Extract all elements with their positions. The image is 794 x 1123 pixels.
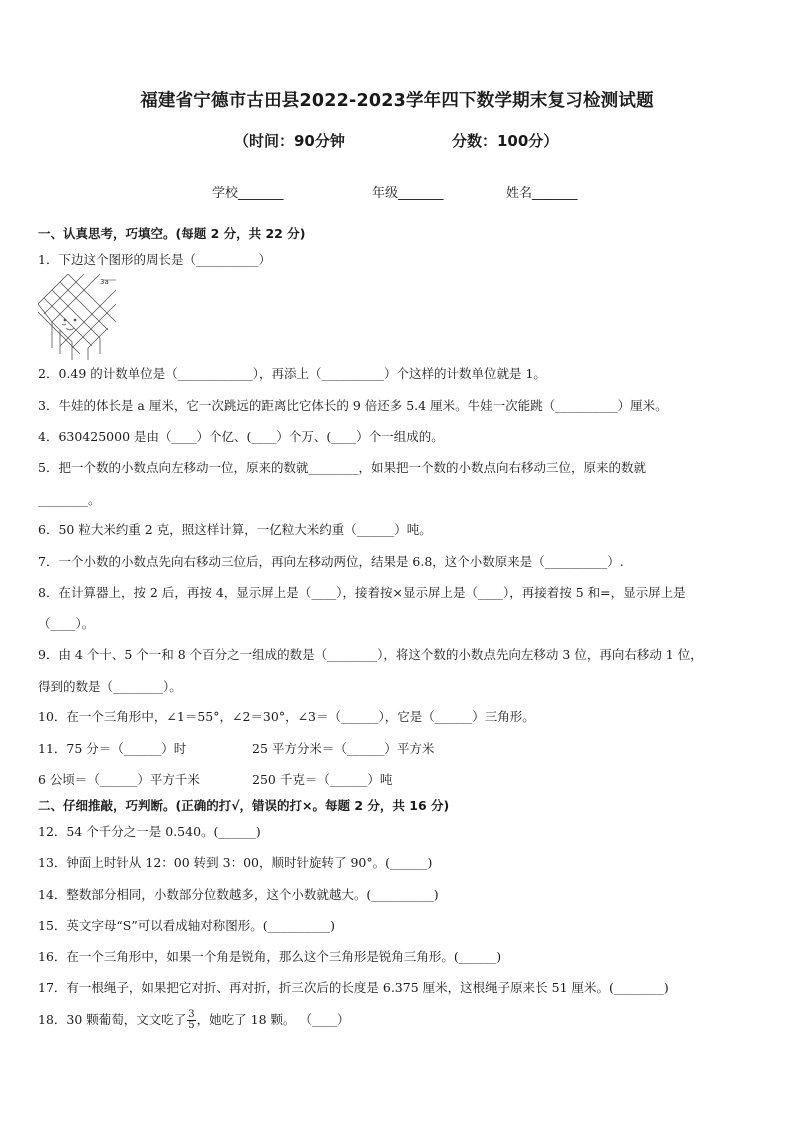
question-2: 2．0.49 的计数单位是（____________），再添上（__________）个这样的计数单位就是 1。 (38, 366, 546, 381)
grade-field: 年级_______ (372, 186, 444, 201)
question-8-line-1: 8．在计算器上，按 2 后，再按 4，显示屏上是（____），接着按×显示屏上是（____），再接着按 5 和=，显示屏上是 (38, 585, 686, 600)
figure-label: 3a (100, 278, 109, 286)
question-11-a: 11．75 分＝（______）时 (38, 741, 187, 756)
question-15: 15．英文字母“S”可以看成轴对称图形。(__________) (38, 918, 336, 933)
question-14: 14．整数部分相同，小数部分位数越多，这个小数就越大。(__________) (38, 887, 439, 902)
question-9-line-1: 9．由 4 个十、5 个一和 8 个百分之一组成的数是（________），将这个数的小数点先向左移动 3 位，再向右移动 1 位， (38, 647, 703, 662)
question-8-line-2: （____）。 (38, 616, 95, 631)
question-18 (38, 1010, 350, 1031)
question-11-c: 6 公顷＝（______）平方千米 (38, 772, 200, 787)
page-title: 福建省宁德市古田县2022-2023学年四下数学期末复习检测试题 (140, 91, 654, 111)
fraction-numerator: 3 (188, 1009, 195, 1020)
school-field: 学校_______ (212, 186, 284, 201)
fraction (187, 1010, 195, 1031)
section-1-heading: 一、认真思考，巧填空。(每题 2 分，共 22 分) (38, 226, 306, 241)
question-5-line-1: 5．把一个数的小数点向左移动一位，原来的数就________，如果把一个数的小数点向右移动三位，原来的数就 (38, 460, 646, 475)
exam-time: （时间：90分钟 (234, 132, 345, 150)
question-4: 4．630425000 是由（____）个亿、(____）个万、(____）个一组成的。 (38, 429, 444, 444)
question-6: 6．50 粒大米约重 2 克，照这样计算，一亿粒大米约重（______）吨。 (38, 522, 432, 537)
question-11-b: 25 平方分米＝（______）平方米 (252, 741, 435, 756)
section-2-heading: 二、仔细推敲，巧判断。(正确的打√，错误的打×。每题 2 分，共 16 分) (38, 798, 450, 813)
fraction-denominator: 5 (188, 1020, 195, 1031)
question-18-suffix: ，她吃了 18 颗。 （____） (196, 1012, 350, 1027)
question-10: 10．在一个三角形中，∠1＝55°，∠2＝30°，∠3＝（______），它是（______）三角形。 (38, 709, 535, 724)
question-13: 13．钟面上时针从 12：00 转到 3：00，顺时针旋转了 90°。(______) (38, 855, 433, 870)
question-5-line-2: ________。 (38, 492, 101, 507)
question-7: 7．一个小数的小数点先向右移动三位后，再向左移动两位，结果是 6.8，这个小数原来是（__________）. (38, 554, 624, 569)
question-12: 12．54 个千分之一是 0.540。(______) (38, 824, 261, 839)
question-16: 16．在一个三角形中，如果一个角是锐角，那么这个三角形是锐角三角形。(______) (38, 949, 502, 964)
question-3: 3．牛娃的体长是 a 厘米，它一次跳远的距离比它体长的 9 倍还多 5.4 厘米。牛娃一次能跳（__________）厘米。 (38, 398, 668, 413)
question-17: 17．有一根绳子，如果把它对折、再对折，折三次后的长度是 6.375 厘米，这根绳子原来长 51 厘米。(________) (38, 980, 669, 995)
exam-score: 分数：100分） (452, 132, 559, 150)
diamond-grid-figure (38, 274, 118, 360)
name-field: 姓名_______ (506, 186, 578, 201)
question-18-prefix: 18．30 颗葡萄，文文吃了 (38, 1012, 187, 1027)
question-9-line-2: 得到的数是（________）。 (38, 679, 182, 694)
question-1: 1．下边这个图形的周长是（__________） (38, 252, 271, 267)
question-11-d: 250 千克＝（______）吨 (252, 772, 393, 787)
